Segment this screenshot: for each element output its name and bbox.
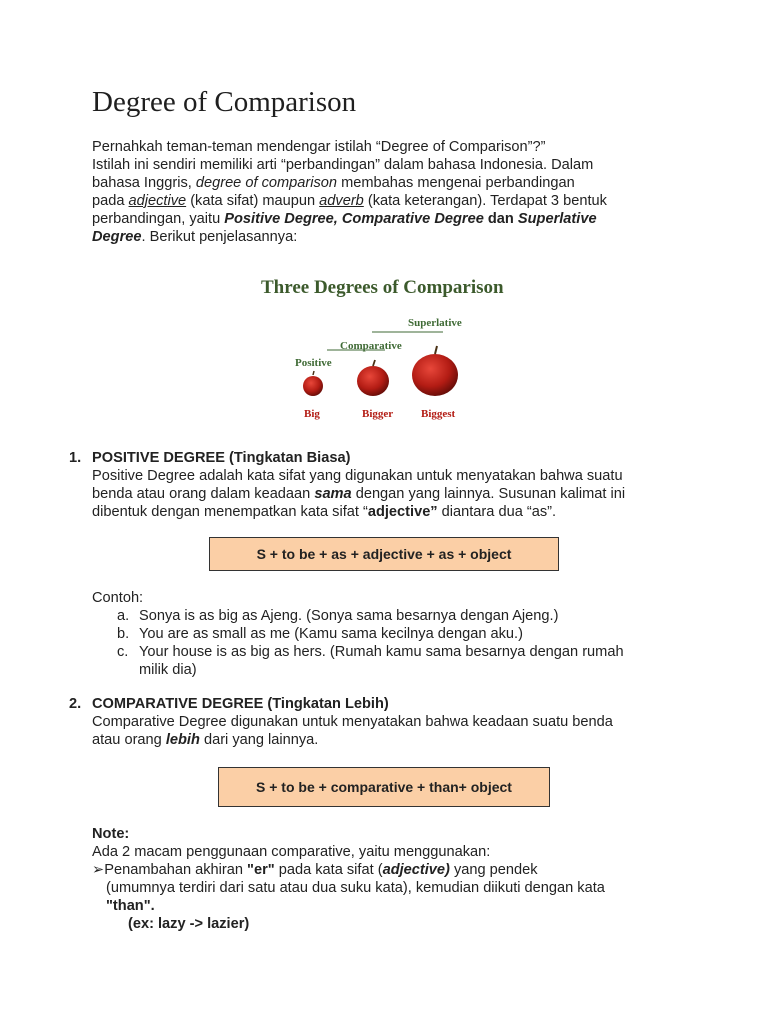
caption-big: Big	[304, 408, 320, 420]
note-line-2: ➢Penambahan akhiran "er" pada kata sifat (adjective) yang pendek	[92, 862, 538, 878]
intro-line-1: Pernahkah teman-teman mendengar istilah “Degree of Comparison”?”	[92, 139, 546, 155]
caption-biggest: Biggest	[421, 408, 456, 420]
intro-line-6: Degree. Berikut penjelasannya:	[92, 229, 298, 245]
intro-line-5: perbandingan, yaitu Positive Degree, Comparative Degree dan Superlative	[92, 211, 597, 227]
note-line-4: "than".	[106, 898, 155, 914]
apple-large-icon	[412, 346, 458, 396]
note-label: Note:	[92, 826, 130, 842]
note-line-3: (umumnya terdiri dari satu atau dua suku kata), kemudian diikuti dengan kata	[106, 880, 605, 896]
page-title: Degree of Comparison	[92, 86, 357, 118]
figure-title: Three Degrees of Comparison	[261, 277, 504, 298]
label-positive: Positive	[295, 357, 332, 369]
bullet-arrow-icon: ➢	[92, 862, 105, 878]
example-a: Sonya is as big as Ajeng. (Sonya sama besarnya dengan Ajeng.)	[139, 608, 559, 624]
note-example: (ex: lazy -> lazier)	[128, 916, 250, 932]
example-c-continued: milik dia)	[139, 662, 197, 678]
comparative-formula-box: S + to be + comparative + than+ object	[218, 767, 550, 807]
section1-line-1: Positive Degree adalah kata sifat yang digunakan untuk menyatakan bahwa suatu	[92, 468, 623, 484]
section2-line-2: atau orang lebih dari yang lainnya.	[92, 732, 319, 748]
apples-illustration	[255, 330, 515, 405]
label-comparative: Comparative	[340, 340, 402, 352]
positive-formula-box: S + to be + as + adjective + as + object	[209, 537, 559, 571]
caption-bigger: Bigger	[362, 408, 394, 420]
section2-line-1: Comparative Degree digunakan untuk menyatakan bahwa keadaan suatu benda	[92, 714, 613, 730]
apple-small-icon	[303, 371, 323, 396]
example-marker-b: b.	[117, 626, 130, 642]
section1-heading: POSITIVE DEGREE (Tingkatan Biasa)	[92, 450, 351, 466]
example-marker-c: c.	[117, 644, 129, 660]
section1-line-2: benda atau orang dalam keadaan sama dengan yang lainnya. Susunan kalimat ini	[92, 486, 626, 502]
note-line-1: Ada 2 macam penggunaan comparative, yaitu menggunakan:	[92, 844, 491, 860]
section1-line-3: dibentuk dengan menempatkan kata sifat “adjective” diantara dua “as”.	[92, 504, 557, 520]
section2-number: 2.	[69, 696, 82, 712]
comparison-figure	[255, 270, 515, 430]
intro-line-3: bahasa Inggris, degree of comparison membahas mengenai perbandingan	[92, 175, 575, 191]
section1-number: 1.	[69, 450, 82, 466]
example-c: Your house is as big as hers. (Rumah kamu sama besarnya dengan rumah	[139, 644, 624, 660]
intro-line-4: pada adjective (kata sifat) maupun adverb (kata keterangan). Terdapat 3 bentuk	[92, 193, 607, 209]
example-b: You are as small as me (Kamu sama kecilnya dengan aku.)	[139, 626, 523, 642]
contoh-label: Contoh:	[92, 590, 144, 606]
example-marker-a: a.	[117, 608, 130, 624]
apple-medium-icon	[357, 360, 389, 396]
section2-heading: COMPARATIVE DEGREE (Tingkatan Lebih)	[92, 696, 389, 712]
label-superlative: Superlative	[408, 317, 462, 329]
intro-line-2: Istilah ini sendiri memiliki arti “perbandingan” dalam bahasa Indonesia. Dalam	[92, 157, 594, 173]
